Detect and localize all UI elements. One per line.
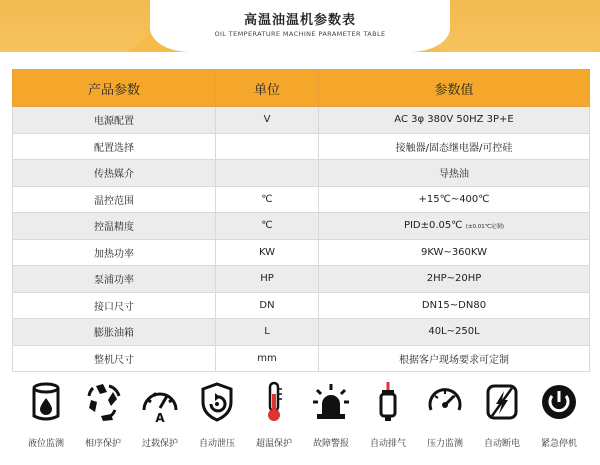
feature-label: 故障警报 — [312, 439, 349, 449]
header-title-plate — [150, 0, 450, 52]
value-cell — [319, 345, 590, 372]
table-row — [13, 292, 590, 319]
feature-item — [304, 372, 358, 465]
unit-cell — [216, 160, 319, 187]
param-cell: 配置选择 — [13, 133, 216, 160]
power-cut-icon — [482, 380, 522, 424]
liquid-level-icon — [26, 380, 66, 424]
emergency-stop-icon — [539, 380, 579, 424]
pressure-relief-icon — [197, 380, 237, 424]
value-note: (±0.01℃定制) — [465, 224, 505, 231]
param-cell: 传热媒介 — [13, 160, 216, 187]
feature-label: 过载保护 — [141, 439, 178, 449]
unit-cell: ℃ — [216, 186, 319, 213]
thermometer-icon — [254, 380, 294, 424]
value-cell — [319, 319, 590, 346]
param-cell: 泵浦功率 — [13, 266, 216, 293]
table-row — [13, 345, 590, 372]
feature-item — [133, 372, 187, 465]
table-row — [13, 319, 590, 346]
unit-cell: HP — [216, 266, 319, 293]
unit-cell: KW — [216, 239, 319, 266]
value-cell — [319, 133, 590, 160]
value-cell — [319, 186, 590, 213]
value-text: 2HP~20HP — [426, 273, 482, 285]
unit-cell: L — [216, 319, 319, 346]
value-text: AC 3φ 380V 50HZ 3P+E — [394, 114, 514, 126]
page-title: 高温油温机参数表 — [243, 13, 356, 28]
header-banner — [0, 0, 600, 52]
value-text: DN15~DN80 — [421, 299, 487, 311]
feature-item — [361, 372, 415, 465]
table-header-row — [13, 70, 590, 107]
table-row — [13, 160, 590, 187]
value-text: PID±0.05℃ — [403, 220, 463, 232]
feature-label: 超温保护 — [255, 439, 292, 449]
unit-cell: DN — [216, 292, 319, 319]
feature-item — [475, 372, 529, 465]
column-header-param: 产品参数 — [13, 70, 216, 107]
value-cell — [319, 266, 590, 293]
param-cell: 控温精度 — [13, 213, 216, 240]
feature-item — [418, 372, 472, 465]
table-row — [13, 213, 590, 240]
unit-cell: ℃ — [216, 213, 319, 240]
svg-text:A: A — [155, 411, 165, 424]
feature-item — [190, 372, 244, 465]
table-row — [13, 107, 590, 134]
value-cell — [319, 239, 590, 266]
feature-label: 液位监测 — [27, 439, 64, 449]
table-row — [13, 186, 590, 213]
param-cell: 电源配置 — [13, 107, 216, 134]
exhaust-valve-icon — [368, 380, 408, 424]
param-cell: 温控范围 — [13, 186, 216, 213]
feature-label: 相序保护 — [84, 439, 121, 449]
unit-cell: V — [216, 107, 319, 134]
param-cell: 膨胀油箱 — [13, 319, 216, 346]
feature-item — [76, 372, 130, 465]
overload-icon — [140, 380, 180, 424]
table-row — [13, 133, 590, 160]
page-subtitle: OIL TEMPERATURE MACHINE PARAMETER TABLE — [214, 30, 386, 38]
param-cell: 接口尺寸 — [13, 292, 216, 319]
table-row — [13, 266, 590, 293]
value-cell — [319, 107, 590, 134]
column-header-unit: 单位 — [216, 70, 319, 107]
value-cell — [319, 213, 590, 240]
feature-icon-row — [0, 372, 600, 465]
param-cell: 整机尺寸 — [13, 345, 216, 372]
feature-item — [247, 372, 301, 465]
feature-label: 自动断电 — [483, 439, 520, 449]
value-text: 根据客户现场要求可定制 — [399, 354, 509, 366]
value-text: 导热油 — [439, 169, 469, 181]
pressure-gauge-icon — [425, 380, 465, 424]
unit-cell: mm — [216, 345, 319, 372]
table-row — [13, 239, 590, 266]
feature-item — [19, 372, 73, 465]
parameter-table — [12, 69, 590, 372]
feature-label: 自动排气 — [369, 439, 406, 449]
unit-cell — [216, 133, 319, 160]
alarm-icon — [311, 380, 351, 424]
column-header-value: 参数值 — [319, 70, 590, 107]
feature-item — [532, 372, 586, 465]
value-text: 40L~250L — [428, 326, 480, 338]
phase-sequence-icon — [83, 380, 123, 424]
value-text: 9KW~360KW — [420, 246, 487, 258]
feature-label: 紧急停机 — [540, 439, 577, 449]
value-cell — [319, 160, 590, 187]
value-text: 接触器/固态继电器/可控硅 — [395, 142, 513, 154]
feature-label: 自动泄压 — [198, 439, 235, 449]
value-text: +15℃~400℃ — [418, 193, 490, 205]
feature-label: 压力监测 — [426, 439, 463, 449]
value-cell — [319, 292, 590, 319]
param-cell: 加热功率 — [13, 239, 216, 266]
